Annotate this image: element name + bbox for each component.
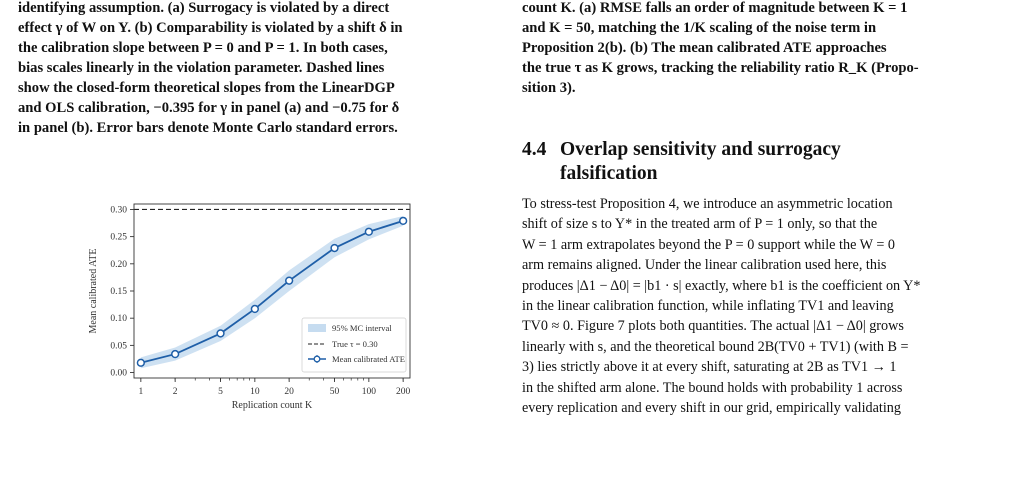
- data-point: [331, 245, 338, 252]
- body-line: shift of size s to Y* in the treated arm of P = 1 only, so that the: [522, 216, 878, 233]
- body-line: every replication and every shift in our grid, empirically validating: [522, 400, 901, 417]
- left-column: [18, 0, 502, 411]
- legend-swatch-marker: [314, 356, 320, 362]
- data-point: [251, 306, 258, 313]
- caption-line: Proposition 2(b). (b) The mean calibrated ATE approaches: [522, 40, 887, 56]
- section-heading: [522, 138, 1008, 186]
- data-point: [217, 330, 224, 337]
- y-tick-label: 0.00: [110, 368, 127, 379]
- body-line: arm remains aligned. Under the linear calibration used here, this: [522, 257, 887, 274]
- body-line: in the shifted arm alone. The bound holds with probability 1 across: [522, 379, 903, 396]
- caption-line: bias scales linearly in the violation parameter. Dashed lines: [18, 60, 385, 76]
- legend-swatch-band: [308, 324, 326, 332]
- x-tick-label: 5: [218, 387, 223, 397]
- body-line: To stress-test Proposition 4, we introduce an asymmetric location: [522, 196, 893, 212]
- y-tick-label: 0.20: [110, 259, 127, 270]
- caption-line: the true τ as K grows, tracking the reliability ratio R_K (Propo-: [522, 60, 919, 76]
- ate-chart: [18, 186, 502, 486]
- x-tick-label: 10: [250, 387, 260, 397]
- x-axis-label: Replication count K: [231, 400, 313, 411]
- data-point: [365, 228, 372, 235]
- x-tick-label: 50: [329, 387, 340, 397]
- caption-line: count K. (a) RMSE falls an order of magnitude between K = 1: [522, 0, 908, 16]
- body-line: linearly with s, and the theoretical bound 2B(TV0 + TV1) (with B =: [522, 338, 909, 355]
- body-paragraph: [522, 194, 1008, 418]
- data-point: [172, 351, 179, 358]
- caption-line: in panel (b). Error bars denote Monte Carlo standard errors.: [18, 120, 398, 136]
- section-title-line2: falsification: [560, 163, 658, 184]
- caption-line: effect γ of W on Y. (b) Comparability is violated by a shift δ in: [18, 20, 403, 36]
- x-tick-label: 200: [396, 387, 411, 397]
- x-tick-label: 100: [361, 387, 376, 397]
- caption-line: sition 3).: [522, 80, 576, 96]
- caption-line: identifying assumption. (a) Surrogacy is violated by a direct: [18, 0, 390, 16]
- legend-label-band: 95% MC interval: [332, 323, 392, 333]
- y-tick-label: 0.05: [110, 341, 127, 352]
- body-line: W = 1 arm extrapolates beyond the P = 0 support while the W = 0: [522, 236, 895, 253]
- y-tick-label: 0.10: [110, 314, 127, 325]
- section-number: 4.4: [522, 139, 547, 160]
- x-tick-label: 2: [172, 387, 178, 397]
- caption-line: the calibration slope between P = 0 and P = 1. In both cases,: [18, 40, 388, 56]
- section-title-line1: Overlap sensitivity and surrogacy: [560, 139, 841, 160]
- legend-label-line: Mean calibrated ATE: [332, 354, 406, 364]
- right-column: [522, 0, 1008, 418]
- x-tick-label: 1: [138, 387, 144, 397]
- y-tick-label: 0.30: [110, 205, 127, 216]
- body-line: in the linear calibration function, while inflating TV1 and leaving: [522, 298, 894, 315]
- data-point: [400, 217, 407, 224]
- figure-caption-left: [18, 0, 502, 138]
- body-line: TV0 ≈ 0. Figure 7 plots both quantities. The actual |Δ1 − Δ0| grows: [522, 318, 904, 335]
- y-axis-label: Mean calibrated ATE: [88, 248, 99, 334]
- x-tick-label: 20: [284, 387, 294, 397]
- caption-line: and K = 50, matching the 1/K scaling of the noise term in: [522, 20, 877, 36]
- y-tick-label: 0.15: [110, 287, 127, 297]
- caption-line: and OLS calibration, −0.395 for γ in panel (a) and −0.75 for δ: [18, 100, 400, 116]
- figure-caption-right: [522, 0, 1008, 98]
- y-tick-label: 0.25: [110, 232, 127, 243]
- body-line: 3) lies strictly above it at every shift, saturating at 2B as TV1 → 1: [522, 359, 897, 376]
- body-line: produces |Δ1 − Δ0| = |b1 · s| exactly, where b1 is the coefficient on Y*: [522, 277, 921, 294]
- caption-line: show the closed-form theoretical slopes from the LinearDGP: [18, 80, 395, 96]
- data-point: [137, 359, 144, 366]
- data-point: [286, 277, 293, 284]
- legend-label-reference: True τ = 0.30: [332, 339, 378, 349]
